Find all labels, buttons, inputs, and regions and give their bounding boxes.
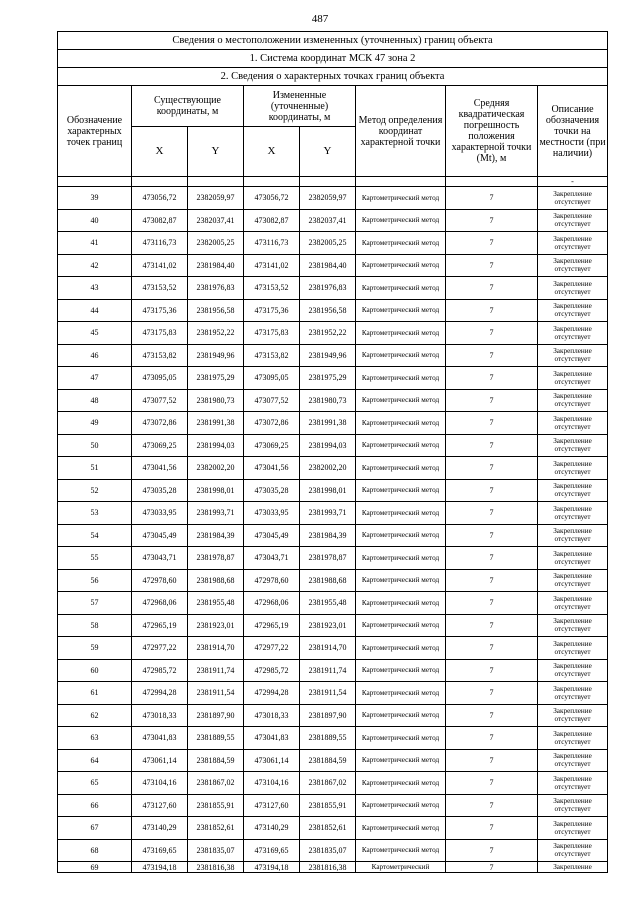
- method-cell: Картометрический метод: [356, 502, 446, 525]
- changed-x: 473033,95: [244, 502, 300, 525]
- description-cell: Закрепление отсутствует: [538, 232, 608, 255]
- error-cell: 7: [446, 479, 538, 502]
- point-number: 46: [58, 344, 132, 367]
- existing-x: 473061,14: [132, 749, 188, 772]
- changed-x: 472968,06: [244, 592, 300, 615]
- existing-y: 2381911,74: [188, 659, 244, 682]
- changed-y: 2381978,87: [300, 547, 356, 570]
- error-cell: 7: [446, 727, 538, 750]
- changed-y: 2381993,71: [300, 502, 356, 525]
- changed-x: 472977,22: [244, 637, 300, 660]
- header-description: Описание обозначения точки на местности (при наличии): [538, 86, 608, 177]
- header-changed: Измененные (уточненные) координаты, м: [244, 86, 356, 127]
- table-row: [58, 682, 608, 705]
- existing-y: 2381884,59: [188, 749, 244, 772]
- point-number: 56: [58, 569, 132, 592]
- existing-x: 473116,73: [132, 232, 188, 255]
- existing-y: 2381816,38: [188, 862, 244, 873]
- changed-y: 2381855,91: [300, 794, 356, 817]
- changed-y: 2381835,07: [300, 839, 356, 862]
- existing-y: 2381889,55: [188, 727, 244, 750]
- changed-x: 473035,28: [244, 479, 300, 502]
- point-number: 65: [58, 772, 132, 795]
- page-number: 487: [311, 13, 329, 25]
- existing-y: 2381980,73: [188, 389, 244, 412]
- changed-y: 2381955,48: [300, 592, 356, 615]
- error-cell: 7: [446, 659, 538, 682]
- existing-y: 2381956,58: [188, 299, 244, 322]
- error-cell: 7: [446, 254, 538, 277]
- method-cell: Картометрический метод: [356, 187, 446, 210]
- existing-x: 473153,82: [132, 344, 188, 367]
- coordinate-system: 1. Система координат МСК 47 зона 2: [58, 50, 608, 68]
- point-number: 60: [58, 659, 132, 682]
- table-row: [58, 232, 608, 255]
- method-cell: Картометрический метод: [356, 232, 446, 255]
- existing-y: 2381911,54: [188, 682, 244, 705]
- existing-y: 2381978,87: [188, 547, 244, 570]
- existing-x: 472985,72: [132, 659, 188, 682]
- description-cell: Закрепление отсутствует: [538, 254, 608, 277]
- existing-x: 473018,33: [132, 704, 188, 727]
- existing-y: 2381998,01: [188, 479, 244, 502]
- existing-y: 2381897,90: [188, 704, 244, 727]
- table-row: [58, 614, 608, 637]
- table-row: [58, 592, 608, 615]
- point-number: 67: [58, 817, 132, 840]
- changed-x: 473153,52: [244, 277, 300, 300]
- changed-y: 2381975,29: [300, 367, 356, 390]
- changed-y: 2382037,41: [300, 209, 356, 232]
- existing-x: 472977,22: [132, 637, 188, 660]
- method-cell: Картометрический метод: [356, 389, 446, 412]
- method-cell: Картометрический метод: [356, 839, 446, 862]
- changed-y: 2381816,38: [300, 862, 356, 873]
- changed-x: 473061,14: [244, 749, 300, 772]
- error-cell: 7: [446, 817, 538, 840]
- changed-x: 473175,83: [244, 322, 300, 345]
- method-cell: Картометрический метод: [356, 772, 446, 795]
- changed-x: 473056,72: [244, 187, 300, 210]
- description-cell: Закрепление отсутствует: [538, 344, 608, 367]
- existing-y: 2381984,40: [188, 254, 244, 277]
- method-cell: Картометрический метод: [356, 749, 446, 772]
- point-number: 40: [58, 209, 132, 232]
- error-cell: 7: [446, 839, 538, 862]
- method-cell: Картометрический: [356, 862, 446, 873]
- point-number: 66: [58, 794, 132, 817]
- description-cell: Закрепление отсутствует: [538, 524, 608, 547]
- table-row: [58, 299, 608, 322]
- changed-y: 2381867,02: [300, 772, 356, 795]
- point-number: 51: [58, 457, 132, 480]
- changed-x: 473169,65: [244, 839, 300, 862]
- changed-x: 472978,60: [244, 569, 300, 592]
- existing-y: 2381923,01: [188, 614, 244, 637]
- changed-x: 473041,83: [244, 727, 300, 750]
- changed-y: 2381991,38: [300, 412, 356, 435]
- point-number: 63: [58, 727, 132, 750]
- existing-y: 2381855,91: [188, 794, 244, 817]
- changed-x: 473069,25: [244, 434, 300, 457]
- error-cell: 7: [446, 299, 538, 322]
- error-cell: 7: [446, 502, 538, 525]
- existing-x: 473175,83: [132, 322, 188, 345]
- method-cell: Картометрический метод: [356, 682, 446, 705]
- method-cell: Картометрический метод: [356, 592, 446, 615]
- table-row: [58, 817, 608, 840]
- existing-y: 2381993,71: [188, 502, 244, 525]
- point-number: 52: [58, 479, 132, 502]
- description-cell: Закрепление отсутствует: [538, 772, 608, 795]
- changed-y: 2381984,39: [300, 524, 356, 547]
- point-number: 69: [58, 862, 132, 873]
- error-cell: 7: [446, 682, 538, 705]
- table-row: [58, 794, 608, 817]
- error-cell: 7: [446, 434, 538, 457]
- point-number: 53: [58, 502, 132, 525]
- table-row: [58, 502, 608, 525]
- changed-x: 473041,56: [244, 457, 300, 480]
- changed-x: 473127,60: [244, 794, 300, 817]
- existing-x: 473153,52: [132, 277, 188, 300]
- description-cell: Закрепление отсутствует: [538, 637, 608, 660]
- changed-x: 473077,52: [244, 389, 300, 412]
- description-cell: Закрепление отсутствует: [538, 592, 608, 615]
- method-cell: Картометрический метод: [356, 322, 446, 345]
- changed-x: 473043,71: [244, 547, 300, 570]
- description-cell: Закрепление отсутствует: [538, 682, 608, 705]
- table-row: [58, 389, 608, 412]
- table-row: [58, 659, 608, 682]
- changed-y: 2381911,54: [300, 682, 356, 705]
- table-row: [58, 637, 608, 660]
- point-number: 39: [58, 187, 132, 210]
- existing-y: 2381867,02: [188, 772, 244, 795]
- error-cell: 7: [446, 772, 538, 795]
- existing-x: 473041,56: [132, 457, 188, 480]
- existing-x: 473069,25: [132, 434, 188, 457]
- existing-x: 472965,19: [132, 614, 188, 637]
- header-existing-x: X: [132, 127, 188, 177]
- changed-y: 2381914,70: [300, 637, 356, 660]
- existing-y: 2381949,96: [188, 344, 244, 367]
- point-number: 45: [58, 322, 132, 345]
- description-cell: Закрепление отсутствует: [538, 277, 608, 300]
- changed-y: 2381976,83: [300, 277, 356, 300]
- existing-x: 472994,28: [132, 682, 188, 705]
- point-number: 58: [58, 614, 132, 637]
- header-existing-y: Y: [188, 127, 244, 177]
- existing-x: 473169,65: [132, 839, 188, 862]
- error-cell: 7: [446, 187, 538, 210]
- description-cell: Закрепление отсутствует: [538, 479, 608, 502]
- error-cell: 7: [446, 614, 538, 637]
- table-row: [58, 704, 608, 727]
- point-number: 43: [58, 277, 132, 300]
- changed-y: 2381911,74: [300, 659, 356, 682]
- changed-y: 2381852,61: [300, 817, 356, 840]
- error-cell: 7: [446, 592, 538, 615]
- table-title: Сведения о местоположении измененных (уточненных) границ объекта: [58, 32, 608, 50]
- description-cell: Закрепление отсутствует: [538, 794, 608, 817]
- table-row: [58, 839, 608, 862]
- changed-x: 473104,16: [244, 772, 300, 795]
- header-error: Средняя квадратическая погрешность положения характерной точки (Mt), м: [446, 86, 538, 177]
- table-row: [58, 412, 608, 435]
- point-number: 62: [58, 704, 132, 727]
- header-point: Обозначение характерных точек границ: [58, 86, 132, 177]
- existing-x: 472968,06: [132, 592, 188, 615]
- description-cell: Закрепление отсутствует: [538, 547, 608, 570]
- error-cell: 7: [446, 344, 538, 367]
- table-row: [58, 254, 608, 277]
- header-method: Метод определения координат характерной точки: [356, 86, 446, 177]
- changed-x: 473095,05: [244, 367, 300, 390]
- existing-x: 473035,28: [132, 479, 188, 502]
- method-cell: Картометрический метод: [356, 659, 446, 682]
- existing-y: 2382037,41: [188, 209, 244, 232]
- changed-y: 2382005,25: [300, 232, 356, 255]
- description-cell: Закрепление отсутствует: [538, 659, 608, 682]
- method-cell: Картометрический метод: [356, 299, 446, 322]
- table-row: [58, 277, 608, 300]
- boundary-points-table: [57, 31, 608, 873]
- method-cell: Картометрический метод: [356, 209, 446, 232]
- error-cell: 7: [446, 862, 538, 873]
- changed-y: 2382002,20: [300, 457, 356, 480]
- header-changed-y: Y: [300, 127, 356, 177]
- header-changed-x: X: [244, 127, 300, 177]
- point-number: 54: [58, 524, 132, 547]
- error-cell: 7: [446, 749, 538, 772]
- existing-x: 473127,60: [132, 794, 188, 817]
- table-row: [58, 209, 608, 232]
- method-cell: Картометрический метод: [356, 524, 446, 547]
- changed-x: 472985,72: [244, 659, 300, 682]
- point-number: 42: [58, 254, 132, 277]
- point-number: 44: [58, 299, 132, 322]
- method-cell: Картометрический метод: [356, 277, 446, 300]
- table-row: [58, 367, 608, 390]
- existing-x: 473041,83: [132, 727, 188, 750]
- table-row: [58, 434, 608, 457]
- existing-x: 473043,71: [132, 547, 188, 570]
- changed-y: 2381897,90: [300, 704, 356, 727]
- description-cell: Закрепление отсутствует: [538, 727, 608, 750]
- error-cell: 7: [446, 569, 538, 592]
- existing-y: 2382005,25: [188, 232, 244, 255]
- table-row: [58, 479, 608, 502]
- changed-y: 2381956,58: [300, 299, 356, 322]
- point-number: 48: [58, 389, 132, 412]
- error-cell: 7: [446, 794, 538, 817]
- description-cell: Закрепление отсутствует: [538, 434, 608, 457]
- point-number: 64: [58, 749, 132, 772]
- existing-x: 473056,72: [132, 187, 188, 210]
- method-cell: Картометрический метод: [356, 727, 446, 750]
- existing-x: 473141,02: [132, 254, 188, 277]
- changed-x: 473141,02: [244, 254, 300, 277]
- existing-y: 2381991,38: [188, 412, 244, 435]
- changed-x: 473140,29: [244, 817, 300, 840]
- table-row: [58, 569, 608, 592]
- point-number: 41: [58, 232, 132, 255]
- point-number: 49: [58, 412, 132, 435]
- changed-y: 2381949,96: [300, 344, 356, 367]
- existing-y: 2381988,68: [188, 569, 244, 592]
- point-number: 47: [58, 367, 132, 390]
- existing-x: 473072,86: [132, 412, 188, 435]
- table-row: [58, 547, 608, 570]
- method-cell: Картометрический метод: [356, 547, 446, 570]
- error-cell: 7: [446, 637, 538, 660]
- error-cell: 7: [446, 232, 538, 255]
- existing-x: 472978,60: [132, 569, 188, 592]
- method-cell: Картометрический метод: [356, 254, 446, 277]
- error-cell: 7: [446, 547, 538, 570]
- description-cell: Закрепление отсутствует: [538, 209, 608, 232]
- existing-y: 2381955,48: [188, 592, 244, 615]
- error-cell: 7: [446, 277, 538, 300]
- placeholder-description: -: [538, 177, 608, 187]
- error-cell: 7: [446, 524, 538, 547]
- error-cell: 7: [446, 704, 538, 727]
- point-number: 59: [58, 637, 132, 660]
- method-cell: Картометрический метод: [356, 412, 446, 435]
- existing-x: 473045,49: [132, 524, 188, 547]
- changed-y: 2381980,73: [300, 389, 356, 412]
- section-heading: 2. Сведения о характерных точках границ объекта: [58, 68, 608, 86]
- table-row: [58, 457, 608, 480]
- error-cell: 7: [446, 322, 538, 345]
- description-cell: Закрепление отсутствует: [538, 299, 608, 322]
- table-row: [58, 524, 608, 547]
- method-cell: Картометрический метод: [356, 434, 446, 457]
- changed-y: 2382059,97: [300, 187, 356, 210]
- method-cell: Картометрический метод: [356, 614, 446, 637]
- description-cell: Закрепление отсутствует: [538, 817, 608, 840]
- table-row: [58, 862, 608, 873]
- header-existing: Существующие координаты, м: [132, 86, 244, 127]
- method-cell: Картометрический метод: [356, 704, 446, 727]
- point-number: 68: [58, 839, 132, 862]
- existing-y: 2381984,39: [188, 524, 244, 547]
- table-row: [58, 344, 608, 367]
- existing-x: 473175,36: [132, 299, 188, 322]
- changed-x: 473072,86: [244, 412, 300, 435]
- existing-y: 2381976,83: [188, 277, 244, 300]
- existing-x: 473095,05: [132, 367, 188, 390]
- existing-y: 2381852,61: [188, 817, 244, 840]
- error-cell: 7: [446, 367, 538, 390]
- point-number: 50: [58, 434, 132, 457]
- changed-x: 473045,49: [244, 524, 300, 547]
- existing-x: 473033,95: [132, 502, 188, 525]
- placeholder-row: [58, 177, 608, 187]
- existing-x: 473082,87: [132, 209, 188, 232]
- changed-x: 473082,87: [244, 209, 300, 232]
- method-cell: Картометрический метод: [356, 344, 446, 367]
- point-number: 61: [58, 682, 132, 705]
- changed-y: 2381923,01: [300, 614, 356, 637]
- description-cell: Закрепление отсутствует: [538, 502, 608, 525]
- table-row: [58, 772, 608, 795]
- changed-x: 473116,73: [244, 232, 300, 255]
- existing-x: 473104,16: [132, 772, 188, 795]
- description-cell: Закрепление отсутствует: [538, 457, 608, 480]
- description-cell: Закрепление отсутствует: [538, 614, 608, 637]
- description-cell: Закрепление отсутствует: [538, 412, 608, 435]
- description-cell: Закрепление отсутствует: [538, 749, 608, 772]
- changed-y: 2381952,22: [300, 322, 356, 345]
- table-row: [58, 322, 608, 345]
- changed-y: 2381884,59: [300, 749, 356, 772]
- existing-y: 2382002,20: [188, 457, 244, 480]
- changed-y: 2381994,03: [300, 434, 356, 457]
- error-cell: 7: [446, 209, 538, 232]
- error-cell: 7: [446, 389, 538, 412]
- existing-y: 2381835,07: [188, 839, 244, 862]
- changed-y: 2381998,01: [300, 479, 356, 502]
- changed-x: 473194,18: [244, 862, 300, 873]
- existing-y: 2381914,70: [188, 637, 244, 660]
- existing-x: 473194,18: [132, 862, 188, 873]
- method-cell: Картометрический метод: [356, 479, 446, 502]
- table-row: [58, 727, 608, 750]
- existing-y: 2381994,03: [188, 434, 244, 457]
- existing-y: 2381952,22: [188, 322, 244, 345]
- method-cell: Картометрический метод: [356, 367, 446, 390]
- description-cell: Закрепление отсутствует: [538, 704, 608, 727]
- point-number: 55: [58, 547, 132, 570]
- existing-x: 473140,29: [132, 817, 188, 840]
- description-cell: Закрепление отсутствует: [538, 367, 608, 390]
- changed-x: 472965,19: [244, 614, 300, 637]
- existing-y: 2381975,29: [188, 367, 244, 390]
- description-cell: Закрепление отсутствует: [538, 187, 608, 210]
- description-cell: Закрепление отсутствует: [538, 569, 608, 592]
- method-cell: Картометрический метод: [356, 794, 446, 817]
- existing-x: 473077,52: [132, 389, 188, 412]
- changed-x: 473153,82: [244, 344, 300, 367]
- point-number: 57: [58, 592, 132, 615]
- description-cell: Закрепление: [538, 862, 608, 873]
- changed-y: 2381889,55: [300, 727, 356, 750]
- table-row: [58, 187, 608, 210]
- changed-x: 473175,36: [244, 299, 300, 322]
- method-cell: Картометрический метод: [356, 637, 446, 660]
- changed-y: 2381988,68: [300, 569, 356, 592]
- description-cell: Закрепление отсутствует: [538, 839, 608, 862]
- description-cell: Закрепление отсутствует: [538, 389, 608, 412]
- error-cell: 7: [446, 412, 538, 435]
- table-row: [58, 749, 608, 772]
- changed-y: 2381984,40: [300, 254, 356, 277]
- changed-x: 472994,28: [244, 682, 300, 705]
- changed-x: 473018,33: [244, 704, 300, 727]
- description-cell: Закрепление отсутствует: [538, 322, 608, 345]
- method-cell: Картометрический метод: [356, 457, 446, 480]
- method-cell: Картометрический метод: [356, 817, 446, 840]
- existing-y: 2382059,97: [188, 187, 244, 210]
- method-cell: Картометрический метод: [356, 569, 446, 592]
- error-cell: 7: [446, 457, 538, 480]
